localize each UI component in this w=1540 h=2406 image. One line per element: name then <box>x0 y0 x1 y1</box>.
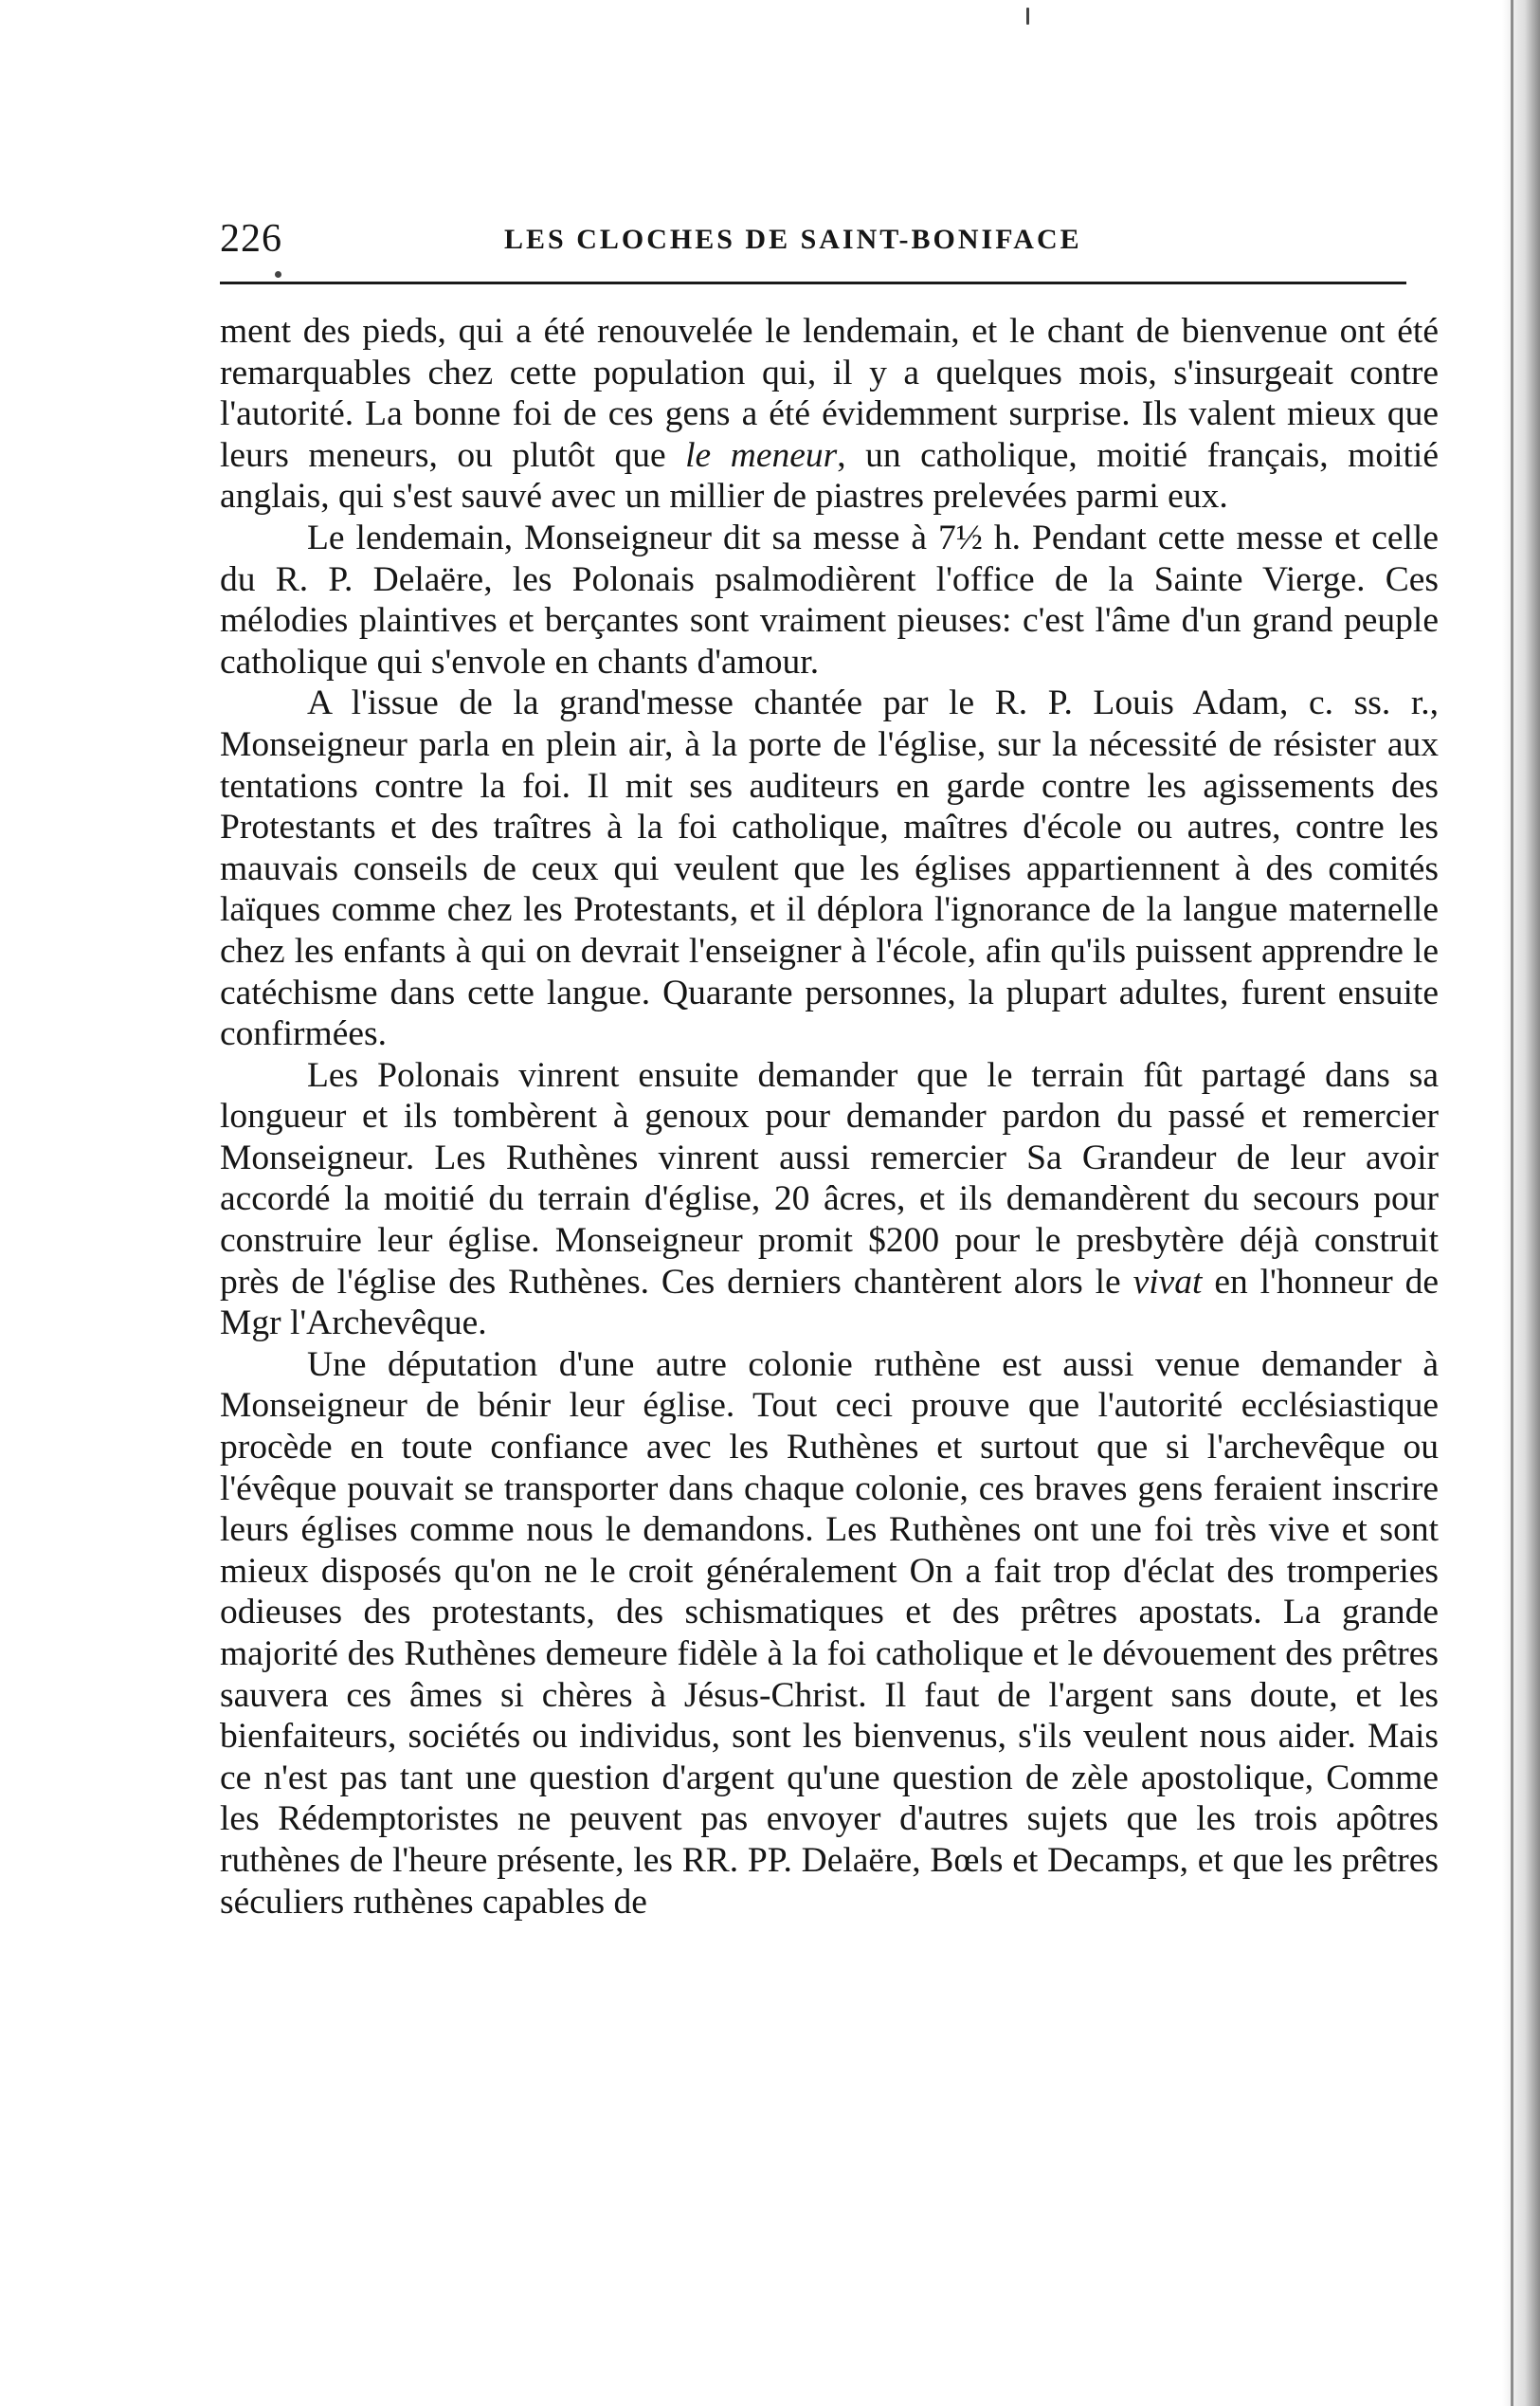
paragraph-text: Une députation d'une autre colonie ruthène est aussi venue demander à Monseigneur de bénir leur église. Tout ceci prouve que l'autorité ecclésiastique procède en toute confiance avec les Ruthènes et surtout que si l'archevêque ou l'évêque pouvait se transporter dans chaque colonie, ces braves gens feraient inscrire leurs églises comme nous le demandons. Les Ruthènes ont une foi très vive et sont mieux disposés qu'on ne le croit généralement On a fait trop d'éclat des tromperies odieuses des protestants, des schismatiques et des prêtres apostats. La grande majorité des Ruthènes demeure fidèle à la foi catholique et le dévouement des prêtres sauvera ces âmes si chères à Jésus-Christ. Il faut de l'argent sans doute, et les bienfaiteurs, sociétés ou individus, sont les bienvenus, s'ils veulent nous aider. Mais ce n'est pas tant une question d'argent qu'une question de zèle apostolique, Comme les Rédemptoristes ne peuvent pas envoyer d'autres sujets que les trois apôtres ruthènes de l'heure présente, les RR. PP. Delaëre, Bœls et Decamps, et que les prêtres séculiers ruthènes capables de <box>220 1344 1439 1922</box>
page-number: 226 <box>220 217 282 261</box>
paragraph <box>220 518 1439 683</box>
paragraph <box>220 683 1439 1054</box>
paragraph <box>220 1055 1439 1344</box>
paragraph-text: Le lendemain, Monseigneur dit sa messe à 7½ h. Pendant cette messe et celle du R. P. Delaëre, les Polonais psalmodièrent l'office de la Sainte Vierge. Ces mélodies plaintives et berçantes sont vraiment pieuses: c'est l'âme d'un grand peuple catholique qui s'envole en chants d'amour. <box>220 518 1439 682</box>
italic-text: vivat <box>1132 1262 1203 1302</box>
header-rule <box>220 282 1406 284</box>
paragraph <box>220 1344 1439 1923</box>
paragraph <box>220 311 1439 518</box>
ink-speck <box>275 271 281 278</box>
page-header <box>220 216 1406 269</box>
paragraph-text: A l'issue de la grand'messe chantée par le R. P. Louis Adam, c. ss. r., Monseigneur parla en plein air, à la porte de l'église, sur la nécessité de résister aux tentations contre la foi. Il mit ses auditeurs en garde contre les agissements des Protestants et des traîtres à la foi catholique, maîtres d'école ou autres, contre les mauvais conseils de ceux qui veulent que les églises appartiennent à des comités laïques comme chez les Protestants, et il déplora l'ignorance de la langue maternelle chez les enfants à qui on devrait l'enseigner à l'école, afin qu'ils puissent apprendre le catéchisme dans cette langue. Quarante personnes, la plupart adultes, furent ensuite confirmées. <box>220 684 1439 1054</box>
page-edge-line <box>1511 0 1513 2406</box>
ink-speck <box>1026 8 1029 25</box>
paragraph-text: , un catholique, moitié français, moitié anglais, qui s'est sauvé avec un millier de piastres prelevées parmi eux. <box>220 435 1439 517</box>
page-edge-shadow <box>1502 0 1540 2406</box>
running-title: LES CLOCHES DE SAINT-BONIFACE <box>504 224 1082 255</box>
paragraph-text: ment des pieds, qui a été renouvelée le lendemain, et le chant de bienvenue ont été remarquables chez cette population qui, il y a quelques mois, s'insurgeait contre l'autorité. La bonne foi de ces gens a été évidemment surprise. Ils valent mieux que leurs meneurs, ou plutôt que <box>220 312 1439 475</box>
paragraph-text: en l'honneur de Mgr l'Archevêque. <box>220 1262 1439 1343</box>
paragraph-text: Les Polonais vinrent ensuite demander que le terrain fût partagé dans sa longueur et ils tombèrent à genoux pour demander pardon du passé et remercier Monseigneur. Les Ruthènes vinrent aussi remercier Sa Grandeur de leur avoir accordé la moitié du terrain d'église, 20 âcres, et ils demandèrent du secours pour construire leur église. Monseigneur promit $200 pour le presbytère déjà construit près de l'église des Ruthènes. Ces derniers chantèrent alors le <box>220 1055 1439 1302</box>
body-text <box>220 311 1439 1923</box>
italic-text: le meneur <box>685 435 838 475</box>
